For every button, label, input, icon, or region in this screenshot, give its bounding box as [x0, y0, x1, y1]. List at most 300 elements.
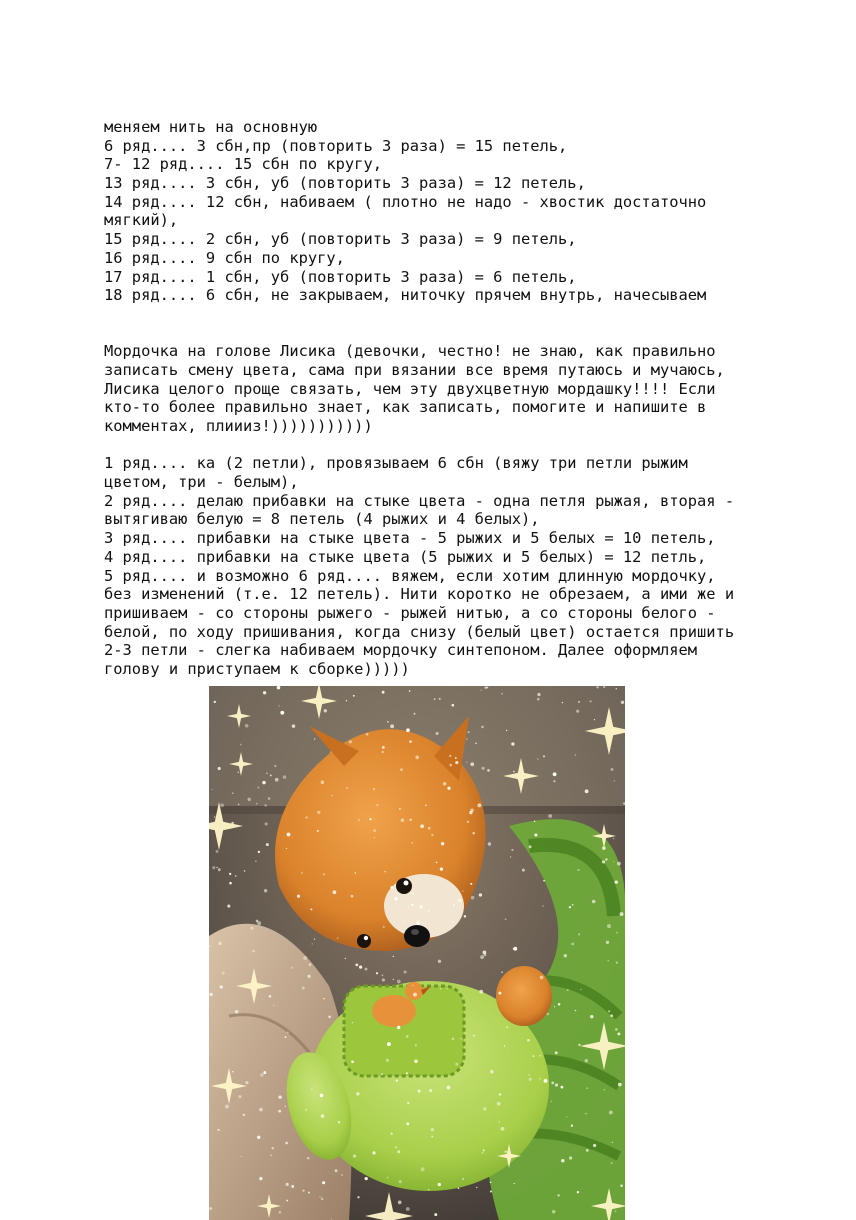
sparkle-dot	[320, 1094, 324, 1098]
sparkle-dot	[419, 905, 422, 908]
sparkle-dot	[482, 1152, 484, 1154]
sparkle-dot	[220, 803, 224, 807]
sparkle-dot	[238, 1095, 241, 1098]
text-line: белой, по ходу пришивания, когда снизу (белый цвет) остается пришить	[104, 622, 735, 641]
sparkle-dot	[462, 890, 463, 891]
sparkle-dot	[472, 832, 474, 834]
sparkle-dot	[411, 904, 414, 907]
sparkle-dot	[513, 771, 515, 773]
sparkle-dot	[529, 1078, 532, 1081]
sparkle-dot	[247, 798, 250, 801]
sparkle-dot	[262, 781, 265, 784]
paw	[496, 966, 552, 1026]
sparkle-dot	[479, 893, 482, 896]
sparkle-dot	[229, 882, 232, 885]
sparkle-dot	[537, 758, 539, 760]
sparkle-dot	[596, 686, 598, 688]
sparkle-dot	[285, 1106, 286, 1107]
sparkle-dot	[575, 1010, 577, 1012]
sparkle-dot	[302, 987, 305, 990]
sparkle-dot	[416, 921, 420, 925]
sparkle-dot	[553, 780, 555, 782]
sparkle-dot	[546, 1013, 549, 1016]
sparkle-dot	[606, 941, 609, 944]
sparkle-dot	[232, 1071, 234, 1073]
sparkle-dot	[585, 1113, 586, 1114]
sparkle-dot	[544, 1079, 548, 1083]
sparkle-dot	[309, 963, 312, 966]
sparkle-dot	[569, 1156, 572, 1159]
sparkle-dot	[314, 938, 315, 939]
sparkle-dot	[510, 856, 511, 857]
text-line: кто-то более правильно знает, как записать, помогите и напишите в	[104, 398, 707, 417]
sparkle-dot	[414, 1060, 417, 1063]
sparkle-dot	[434, 698, 436, 700]
text-line: 1 ряд.... ка (2 петли), провязываем 6 сбн (вяжу три петли рыжим	[104, 454, 688, 473]
sparkle-dot	[321, 1114, 324, 1117]
sparkle-dot	[609, 1111, 613, 1115]
sparkle-dot	[543, 755, 545, 757]
text-line: комментах, плиииз!)))))))))))	[104, 417, 373, 435]
sparkle-dot	[270, 774, 272, 776]
sparkle-dot	[396, 1080, 398, 1082]
sparkle-dot	[297, 895, 300, 898]
sparkle-dot	[551, 1082, 554, 1085]
sparkle-dot	[252, 950, 254, 952]
text-line: вытягиваю белую = 8 петель (4 рыжих и 4 белых),	[104, 510, 540, 529]
sparkle-dot	[346, 700, 347, 701]
sparkle-dot	[481, 726, 484, 729]
sparkle-dot	[373, 788, 375, 790]
text-line: 4 ряд.... прибавки на стыке цвета (5 рыжих и 5 белых) = 12 петль,	[104, 547, 707, 566]
sparkle-dot	[216, 850, 219, 853]
sparkle-dot	[511, 849, 513, 851]
sparkle-dot	[483, 1149, 485, 1151]
sparkle-dot	[470, 762, 474, 766]
sparkle-dot	[409, 740, 412, 743]
text-line: пришиваем - со стороны рыжего - рыжей нитью, а со стороны белого -	[104, 603, 716, 622]
sparkle-dot	[431, 834, 433, 836]
sparkle-dot	[321, 781, 325, 785]
sparkle-dot	[537, 698, 540, 701]
sparkle-dot	[387, 721, 388, 722]
sparkle-dot	[566, 1116, 567, 1117]
sparkle-dot	[473, 1035, 475, 1037]
sparkle-dot	[447, 1086, 451, 1090]
sparkle-dot	[580, 989, 581, 990]
sparkle-dot	[412, 985, 414, 987]
sparkle-dot	[387, 1042, 391, 1046]
sparkle-dot	[482, 767, 485, 770]
sparkle-dot	[610, 1015, 613, 1018]
text-line: 18 ряд.... 6 сбн, не закрываем, ниточку прячем внутрь, начесываем	[104, 286, 707, 305]
sparkle-dot	[505, 918, 507, 920]
sparkle-dot	[615, 1210, 617, 1212]
sparkle-dot	[499, 1093, 502, 1096]
sparkle-dot	[462, 1178, 464, 1180]
sparkle-dot	[218, 1129, 220, 1131]
sparkle-dot	[470, 809, 473, 812]
sparkle-dot	[382, 978, 385, 981]
sparkle-dot	[269, 995, 272, 998]
sparkle-dot	[618, 1083, 622, 1087]
text-line: 2 ряд.... делаю прибавки на стыке цвета - одна петля рыжая, вторая -	[104, 491, 735, 510]
sparkle-dot	[428, 1189, 429, 1190]
sparkle-dot	[553, 772, 557, 776]
sparkle-dot	[429, 1089, 432, 1092]
sparkle-dot	[266, 773, 268, 775]
sparkle-dot	[359, 966, 362, 969]
nose	[404, 925, 430, 947]
sparkle-dot	[428, 910, 430, 912]
sparkle-dot	[319, 1196, 320, 1197]
left-eye	[396, 878, 412, 894]
text-line: мягкий),	[104, 211, 179, 230]
sparkle-dot	[407, 1102, 409, 1104]
sparkle-dot	[578, 933, 580, 935]
sparkle-dot	[383, 926, 385, 928]
sparkle-dot	[476, 1187, 477, 1188]
sparkle-dot	[557, 1194, 559, 1196]
sparkle-dot	[225, 1105, 229, 1109]
sparkle-dot	[317, 830, 319, 832]
sparkle-dot	[438, 960, 441, 963]
sparkle-dot	[467, 731, 469, 733]
sparkle-dot	[382, 691, 385, 694]
sparkle-dot	[323, 873, 325, 875]
sparkle-dot	[548, 814, 552, 818]
sparkle-dot	[285, 1142, 288, 1145]
sparkle-dot	[594, 719, 595, 720]
sparkle-dot	[528, 1074, 530, 1076]
sparkle-dot	[551, 1101, 552, 1102]
sparkle-dot	[278, 705, 279, 706]
sparkle-dot	[399, 1180, 402, 1183]
text-line: голову и приступаем к сборке)))))	[104, 659, 410, 678]
sparkle-dot	[561, 1159, 564, 1162]
sparkle-dot	[590, 700, 592, 702]
sparkle-dot	[303, 956, 307, 960]
sparkle-dot	[308, 1192, 310, 1194]
sparkle-dot	[355, 964, 358, 967]
sparkle-dot	[621, 701, 624, 704]
sparkle-dot	[458, 1188, 460, 1190]
sparkle-dot	[404, 970, 407, 973]
sparkle-dot	[446, 988, 447, 989]
sparkle-dot	[602, 860, 605, 863]
sparkle-dot	[572, 904, 574, 906]
sparkle-dot	[384, 871, 386, 873]
sparkle-dot	[483, 953, 486, 956]
sparkle-dot	[376, 972, 378, 974]
sparkle-dot	[393, 956, 394, 957]
sparkle-dot	[484, 686, 487, 689]
sparkle-dot	[244, 870, 246, 872]
text-line: записать смену цвета, сама при вязании все время путаюсь и мучаюсь,	[104, 360, 725, 379]
sparkle-dot	[397, 980, 401, 984]
sparkle-dot	[460, 1038, 462, 1040]
sparkle-dot	[322, 1181, 325, 1184]
sparkle-dot	[534, 821, 536, 823]
sparkle-dot	[413, 993, 417, 997]
sparkle-dot	[256, 920, 259, 923]
sparkle-dot	[372, 1151, 375, 1154]
sparkle-dot	[365, 968, 368, 971]
sparkle-dot	[467, 821, 469, 823]
sparkle-dot	[567, 989, 569, 991]
sparkle-dot	[351, 1060, 354, 1063]
sparkle-dot	[452, 1038, 455, 1041]
sparkle-dot	[211, 789, 212, 790]
fox-toy-photo	[209, 686, 625, 1220]
sparkle-dot	[415, 756, 419, 760]
sparkle-dot	[554, 1006, 555, 1007]
sparkle-dot	[540, 976, 544, 980]
sparkle-dot	[256, 803, 258, 805]
sparkle-dot	[373, 829, 376, 832]
sparkle-dot	[620, 912, 624, 916]
sparkle-dot	[415, 1044, 417, 1046]
section-tail-instructions	[104, 118, 794, 305]
sparkle-dot	[471, 896, 475, 900]
sparkle-dot	[268, 797, 271, 800]
sparkle-dot	[534, 833, 537, 836]
sparkle-dot	[578, 1044, 580, 1046]
sparkle-dot	[455, 757, 457, 759]
sparkle-dot	[263, 691, 266, 694]
sparkle-dot	[258, 851, 260, 853]
sparkle-dot	[291, 1185, 294, 1188]
sparkle-dot	[398, 1201, 402, 1205]
sparkle-dot	[335, 1169, 338, 1172]
sparkle-dot	[590, 1015, 593, 1018]
sparkle-dot	[451, 704, 454, 707]
sparkle-dot	[449, 764, 452, 767]
sparkle-dot	[537, 693, 540, 696]
text-line: 2-3 петли - слегка набиваем мордочку синтепоном. Далее оформляем	[104, 641, 698, 660]
sparkle-dot	[608, 1010, 610, 1012]
sparkle-dot	[328, 1015, 331, 1018]
sparkle-dot	[307, 1157, 310, 1160]
sparkle-dot	[271, 1147, 273, 1149]
sparkle-dot	[214, 701, 216, 703]
spacer	[104, 324, 794, 343]
sparkle-dot	[259, 1108, 263, 1112]
sparkle-dot	[522, 869, 525, 872]
sparkle-dot	[218, 942, 221, 945]
sparkle-dot	[330, 751, 332, 753]
sparkle-dot	[265, 822, 268, 825]
sparkle-dot	[218, 767, 221, 770]
sparkle-dot	[263, 1071, 266, 1074]
sparkle-dot	[349, 740, 352, 743]
sparkle-dot	[475, 743, 477, 745]
sparkle-dot	[571, 942, 574, 945]
sparkle-dot	[506, 1026, 508, 1028]
sparkle-dot	[291, 967, 293, 969]
sparkle-dot	[317, 811, 320, 814]
sparkle-dot	[285, 1036, 287, 1038]
sparkle-dot	[259, 1177, 262, 1180]
sparkle-dot	[209, 1207, 212, 1210]
text-line: 15 ряд.... 2 сбн, уб (повторить 3 раза) = 9 петель,	[104, 230, 577, 249]
sparkle-dot	[264, 889, 267, 892]
sparkle-dot	[418, 1090, 421, 1093]
text-line: без изменений (т.е. 12 петель). Нити коротко не обрезаем, а ими же и	[104, 585, 735, 604]
sparkle-dot	[438, 1183, 441, 1186]
sparkle-dot	[455, 761, 458, 764]
sparkle-dot	[575, 754, 577, 756]
sparkle-dot	[406, 1207, 410, 1211]
sparkle-dot	[381, 974, 383, 976]
sparkle-dot	[585, 1059, 588, 1062]
sparkle-dot	[490, 1070, 494, 1074]
sparkle-dot	[420, 824, 424, 828]
sparkle-dot	[466, 738, 467, 739]
text-line: 16 ряд.... 9 сбн по кругу,	[104, 248, 345, 267]
sparkle-dot	[397, 1150, 400, 1153]
sparkle-dot	[569, 906, 571, 908]
sparkle-dot	[406, 1035, 409, 1038]
sparkle-dot	[374, 837, 375, 838]
sparkle-dot	[257, 786, 259, 788]
spacer	[104, 436, 794, 455]
sparkle-dot	[212, 866, 215, 869]
sparkle-dot	[453, 904, 455, 906]
sparkle-dot	[235, 1010, 239, 1014]
sparkle-dot	[235, 875, 237, 877]
sparkle-dot	[274, 765, 276, 767]
sparkle-dot	[255, 860, 256, 861]
sparkle-dot	[410, 819, 412, 821]
sparkle-dot	[395, 1146, 397, 1148]
sparkle-dot	[513, 947, 517, 951]
sparkle-dot	[613, 861, 614, 862]
sparkle-dot	[324, 709, 327, 712]
sparkle-dot	[505, 1151, 507, 1153]
sparkle-dot	[238, 804, 240, 806]
sparkle-dot	[303, 1190, 305, 1192]
sparkle-dot	[301, 872, 303, 874]
sparkle-dot	[428, 827, 431, 830]
sparkle-dot	[390, 724, 394, 728]
text-line: 13 ряд.... 3 сбн, уб (повторить 3 раза) = 12 петель,	[104, 174, 586, 193]
sparkle-dot	[229, 873, 231, 875]
sparkle-dot	[617, 862, 621, 866]
sparkle-dot	[283, 775, 286, 778]
sparkle-dot	[394, 897, 398, 901]
sparkle-dot	[605, 858, 607, 860]
sparkle-dot	[425, 805, 426, 806]
sparkle-dot	[576, 710, 579, 713]
sparkle-dot	[443, 782, 447, 786]
text-line: меняем нить на основную	[104, 118, 318, 136]
sparkle-dot	[562, 702, 563, 703]
sparkle-dot	[278, 1096, 281, 1099]
sparkle-dot	[527, 1039, 530, 1042]
sparkle-dot	[245, 1081, 248, 1084]
sparkle-dot	[436, 862, 438, 864]
sparkle-dot	[311, 1088, 313, 1090]
text-line: цветом, три - белым),	[104, 473, 299, 492]
sparkle-dot	[406, 728, 410, 732]
sparkle-dot	[616, 932, 617, 933]
sparkle-dot	[312, 943, 313, 944]
sparkle-dot	[220, 985, 223, 988]
sparkle-dot	[351, 895, 354, 898]
sparkle-dot	[376, 804, 378, 806]
sparkle-dot	[586, 1149, 589, 1152]
sparkle-dot	[338, 1121, 340, 1123]
sparkle-dot	[499, 1121, 501, 1123]
sparkle-dot	[243, 1114, 245, 1116]
sparkle-dot	[345, 958, 346, 959]
sparkle-dot	[406, 1122, 409, 1125]
sparkle-dot	[305, 1109, 307, 1111]
sparkle-dot	[214, 816, 216, 818]
sparkle-dot	[305, 816, 307, 818]
sparkle-dot	[270, 1154, 272, 1156]
sparkle-dot	[365, 1177, 368, 1180]
sparkle-dot	[615, 1028, 618, 1031]
sparkle-dot	[381, 1073, 383, 1075]
sparkle-dot	[250, 926, 253, 929]
text-line: 14 ряд.... 12 сбн, набиваем ( плотно не надо - хвостик достаточно	[104, 192, 707, 211]
sparkle-dot	[555, 1051, 558, 1054]
sparkle-dot	[412, 842, 413, 843]
text-line: 7- 12 ряд.... 15 сбн по кругу,	[104, 155, 382, 174]
sparkle-dot	[441, 842, 444, 845]
sparkle-dot	[487, 769, 490, 772]
sparkle-dot	[615, 880, 618, 883]
sparkle-dot	[479, 990, 483, 994]
sparkle-dot	[358, 819, 360, 821]
sparkle-dot	[218, 868, 221, 871]
sparkle-dot	[238, 771, 239, 772]
sparkle-dot	[278, 1110, 281, 1113]
sparkle-dot	[604, 1089, 605, 1090]
sparkle-dot	[558, 1003, 561, 1006]
sparkle-dot	[452, 921, 453, 922]
sparkle-dot	[232, 792, 234, 794]
sparkle-dot	[477, 803, 481, 807]
sparkle-dot	[407, 907, 408, 908]
sparkle-dot	[414, 713, 416, 715]
section-muzzle-intro	[104, 342, 794, 435]
sparkle-dot	[455, 1063, 458, 1066]
sparkle-dot	[592, 900, 596, 904]
sparkle-dot	[490, 1181, 492, 1183]
sparkle-dot	[321, 1198, 323, 1200]
sparkle-dot	[260, 1073, 264, 1077]
sparkle-dot	[555, 1083, 558, 1086]
sparkle-dot	[571, 1125, 573, 1127]
sparkle-dot	[620, 1184, 623, 1187]
sparkle-dot	[539, 1055, 540, 1056]
sparkle-dot	[497, 1102, 501, 1106]
sparkle-dot	[464, 915, 466, 917]
sparkle-dot	[614, 780, 616, 782]
sparkle-dot	[353, 695, 355, 697]
sparkle-dot	[552, 1210, 555, 1213]
sparkle-dot	[287, 833, 291, 837]
section-muzzle-rows	[104, 454, 794, 678]
sparkle-dot	[387, 1177, 389, 1179]
fox-toy-illustration	[209, 686, 625, 1220]
sparkle-dot	[409, 690, 411, 692]
sparkle-dot	[279, 1211, 281, 1213]
sparkle-dot	[449, 755, 451, 757]
